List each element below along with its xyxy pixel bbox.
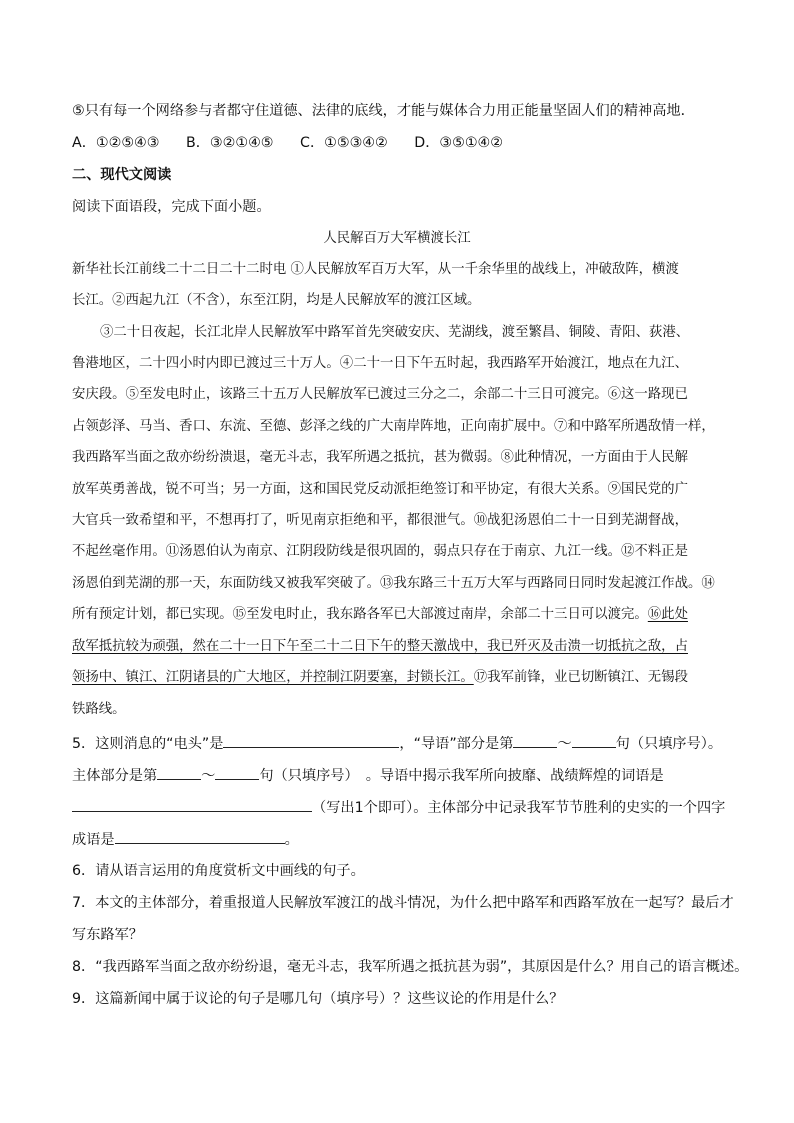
question-text: 主体部分是第 [72, 768, 158, 784]
question-text: 成语是 [72, 832, 115, 848]
question-text: （写出1个即可）。主体部分中记录我军节节胜利的史实的一个四字 [312, 800, 726, 816]
underlined-sentence: 敌军抵抗较为顽强，然在二十一日下午至二十二日下午的整天激战中，我已歼灭及击溃一切抵抗之敌，占 [72, 639, 688, 654]
question-7-cont: 写东路军？ [72, 927, 143, 943]
article-line: 占领彭泽、马当、香口、东流、至德、彭泽之线的广大南岸阵地，正向南扩展中。⑦和中路军所遇敌情一样， [72, 419, 715, 434]
option-b[interactable]: B．③②①④⑤ [186, 135, 274, 151]
question-text: 句（只填序号）。 [615, 736, 723, 752]
answer-blank[interactable] [157, 765, 201, 780]
article-line: 鲁港地区，二十四小时内即已渡过三十万人。④二十一日下午五时起，我西路军开始渡江，地点在九江、 [72, 356, 688, 371]
underlined-sentence-end: 领扬中、镇江、江阴诸县的广大地区，并控制江阴要塞，封锁长江。 [72, 670, 474, 685]
answer-blank[interactable] [572, 733, 616, 748]
article-line: 新华社长江前线二十二日二十二时电 ①人民解放军百万大军，从一千余华里的战线上，冲破敌阵，横渡 [72, 262, 679, 277]
question-text: ～ [201, 768, 216, 784]
question-5-cont [72, 797, 725, 818]
article-line-text: ⑰我军前锋，业已切断镇江、无锡段 [473, 670, 688, 685]
answer-blank[interactable] [115, 829, 285, 844]
article-line-text: 所有预定计划，都已实现。⑮至发电时止，我东路各军已大部渡过南岸，余部二十三日可以渡完。 [72, 607, 648, 622]
option-a[interactable]: A．①②⑤④③ [72, 135, 160, 151]
article-line [72, 668, 688, 688]
question-9: 9．这篇新闻中属于议论的句子是哪几句（填序号）？这些议论的作用是什么？ [72, 991, 564, 1007]
answer-blank[interactable] [215, 765, 259, 780]
question-text: ，“导语”部分是第 [399, 736, 514, 752]
question-text: 。 [284, 832, 299, 848]
answer-blank[interactable] [513, 733, 557, 748]
section-heading: 二、现代文阅读 [72, 167, 172, 183]
article-title: 人民解百万大军横渡长江 [323, 231, 471, 246]
article-line: 不起丝毫作用。⑪汤恩伯认为南京、江阴段防线是很巩固的，弱点只存在于南京、九江一线。⑫不料正是 [72, 544, 688, 559]
answer-options [72, 133, 525, 153]
lead-item: ⑤只有每一个网络参与者都守住道德、法律的底线，才能与媒体合力用正能量坚固人们的精神高地． [72, 103, 695, 119]
article-line: 我西路军当面之敌亦纷纷溃退，毫无斗志，我军所遇之抵抗，甚为微弱。⑧此种情况，一方面由于人民解 [72, 450, 688, 465]
question-text: 5．这则消息的“电头”是 [72, 736, 224, 752]
question-5 [72, 733, 722, 754]
article-line: 铁路线。 [72, 702, 126, 717]
answer-blank[interactable] [223, 733, 399, 748]
question-6: 6．请从语言运用的角度赏析文中画线的句子。 [72, 863, 365, 879]
article-line: 放军英勇善战，锐不可当；另一方面，这和国民党反动派拒绝签订和平协定，有很大关系。⑨国民党的广 [72, 482, 688, 497]
question-text: 句（只填序号） 。导语中揭示我军所向披靡、战绩辉煌的词语是 [259, 768, 664, 784]
question-8: 8．“我西路军当面之敌亦纷纷退，毫无斗志，我军所遇之抵抗甚为弱”，其原因是什么？用自己的语言概述。 [72, 959, 749, 975]
underlined-sentence-start: ⑯此处 [647, 607, 688, 622]
option-c[interactable]: C．①⑤③④② [300, 135, 388, 151]
question-7: 7．本文的主体部分，着重报道人民解放军渡江的战斗情况，为什么把中路军和西路军放在一起写？最后才 [72, 895, 734, 911]
article-line: 长江。②西起九江（不含），东至江阴，均是人民解放军的渡江区域。 [72, 293, 481, 308]
article-line: 安庆段。⑤至发电时止，该路三十五万人民解放军已渡过三分之二，余部二十三日可渡完。⑥这一路现已 [72, 387, 688, 402]
article-line: 汤恩伯到芜湖的那一天，东面防线又被我军突破了。⑬我东路三十五万大军与西路同日同时发起渡江作战。⑭ [72, 576, 715, 591]
question-text: ～ [557, 736, 572, 752]
article-line: 大官兵一致希望和平，不想再打了，听见南京拒绝和平，都很泄气。⑩战犯汤恩伯二十一日到芜湖督战， [72, 513, 688, 528]
answer-blank[interactable] [72, 797, 312, 812]
question-5-cont [72, 765, 664, 786]
option-d[interactable]: D．③⑤①④② [414, 135, 503, 151]
instruction: 阅读下面语段，完成下面小题。 [72, 199, 271, 215]
article-line: ③二十日夜起，长江北岸人民解放军中路军首先突破安庆、芜湖线，渡至繁昌、铜陵、青阳、荻港、 [100, 325, 690, 340]
question-5-cont [72, 829, 299, 850]
article-line [72, 605, 688, 625]
